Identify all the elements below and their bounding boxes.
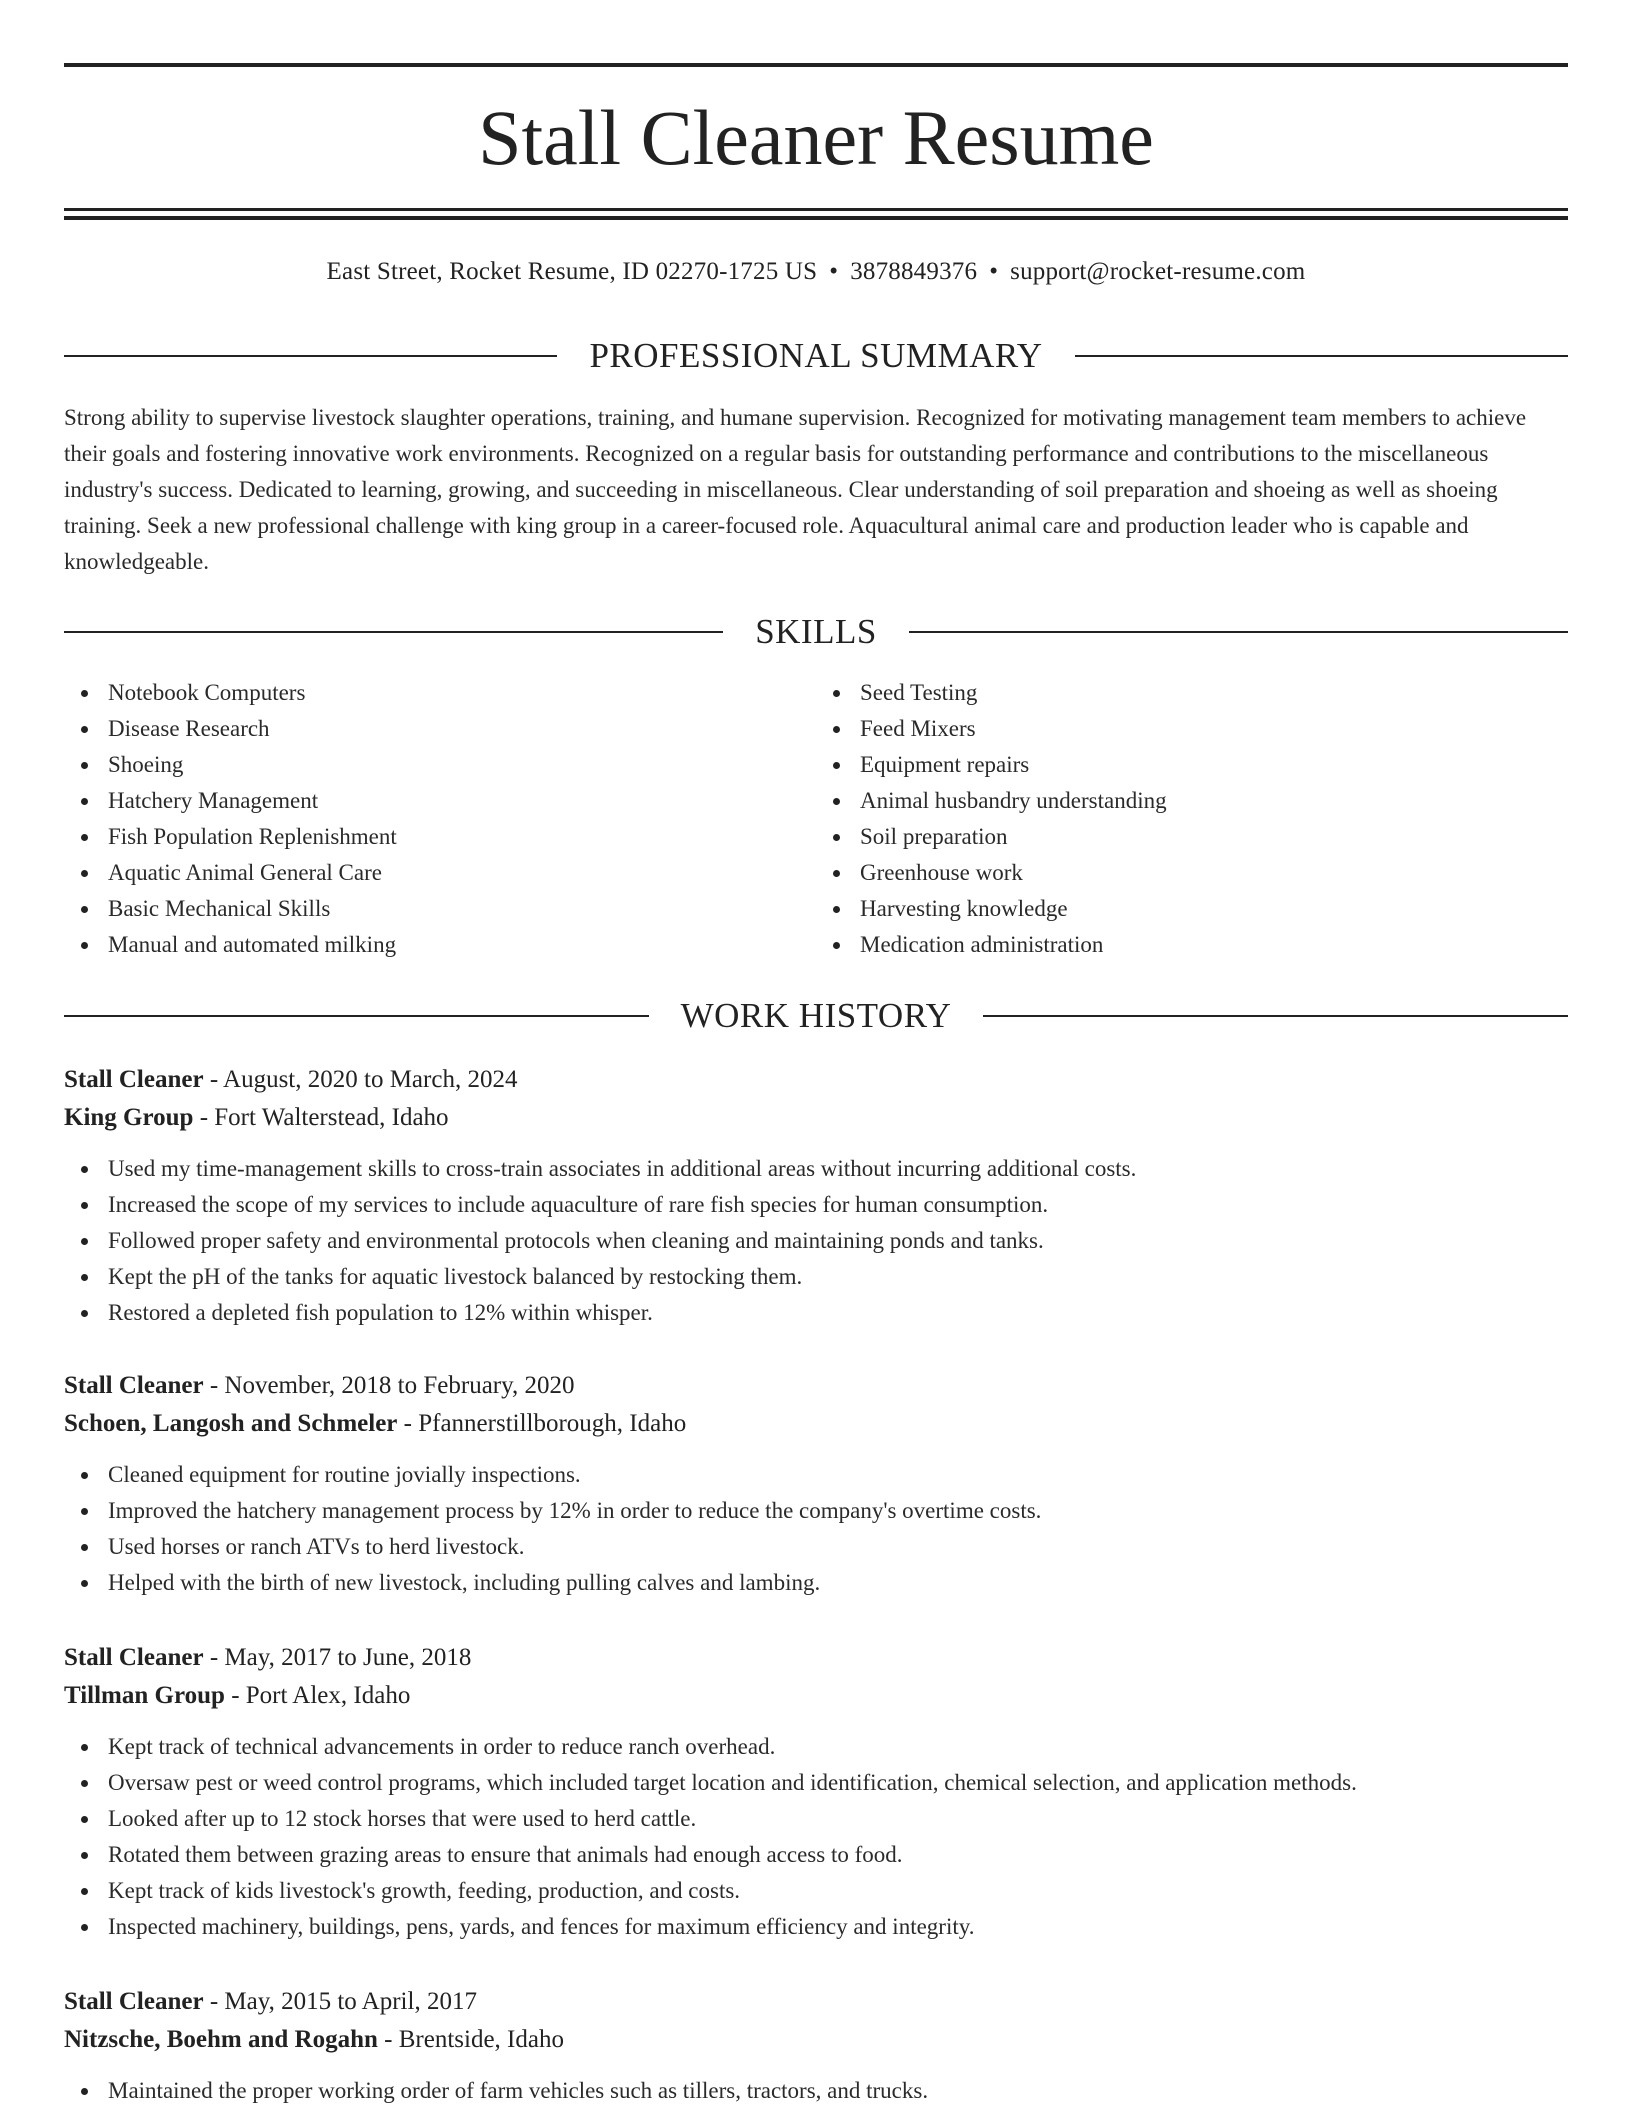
job-bullets	[64, 2073, 1568, 2109]
job-bullet: Kept track of kids livestock's growth, feeding, production, and costs.	[108, 1873, 1568, 1909]
job-title: Stall Cleaner	[64, 1644, 204, 1671]
job-company-line	[64, 1405, 1568, 1443]
job-location: - Pfannerstillborough, Idaho	[397, 1410, 687, 1437]
header-top-rule	[64, 63, 1568, 67]
job-bullet: Looked after up to 12 stock horses that were used to herd cattle.	[108, 1801, 1568, 1837]
summary-heading	[64, 334, 1568, 378]
job-bullet: Restored a depleted fish population to 12% within whisper.	[108, 1295, 1568, 1331]
heading-divider	[64, 355, 557, 357]
job-bullet: Oversaw pest or weed control programs, which included target location and identification, chemical selection, and application methods.	[108, 1765, 1568, 1801]
heading-divider	[909, 631, 1568, 633]
skill-item: Seed Testing	[860, 675, 1568, 711]
skills-heading-label: SKILLS	[755, 612, 877, 651]
skills-column-right	[816, 675, 1568, 963]
skill-item: Notebook Computers	[108, 675, 816, 711]
job-location: - Fort Walterstead, Idaho	[193, 1104, 449, 1131]
skill-item: Disease Research	[108, 711, 816, 747]
job-bullet: Improved the hatchery management process by 12% in order to reduce the company's overtime costs.	[108, 1493, 1568, 1529]
skill-item: Feed Mixers	[860, 711, 1568, 747]
job-bullets	[64, 1457, 1568, 1601]
skill-item: Fish Population Replenishment	[108, 819, 816, 855]
job-bullet: Followed proper safety and environmental protocols when cleaning and maintaining ponds and tanks.	[108, 1223, 1568, 1259]
job-bullet: Helped with the birth of new livestock, including pulling calves and lambing.	[108, 1565, 1568, 1601]
job-dates: - November, 2018 to February, 2020	[203, 1372, 575, 1399]
job-title: Stall Cleaner	[64, 1372, 204, 1399]
skill-item: Manual and automated milking	[108, 927, 816, 963]
job-company-line	[64, 2021, 1568, 2059]
job-company: Tillman Group	[64, 1682, 225, 1709]
skill-item: Equipment repairs	[860, 747, 1568, 783]
skill-item: Hatchery Management	[108, 783, 816, 819]
job-title-line	[64, 1639, 1568, 1677]
job-entry	[64, 1367, 1568, 1601]
job-bullet: Maintained the proper working order of farm vehicles such as tillers, tractors, and trucks.	[108, 2073, 1568, 2109]
heading-divider	[1075, 355, 1568, 357]
job-bullets	[64, 1729, 1568, 1945]
contact-phone: 3878849376	[850, 258, 978, 285]
contact-address: East Street, Rocket Resume, ID 02270-1725 US	[326, 258, 818, 285]
job-title-line	[64, 1983, 1568, 2021]
job-bullet: Cleaned equipment for routine jovially inspections.	[108, 1457, 1568, 1493]
skills-column-left	[64, 675, 816, 963]
skill-item: Shoeing	[108, 747, 816, 783]
job-company: Schoen, Langosh and Schmeler	[64, 1410, 398, 1437]
job-title-line	[64, 1061, 1568, 1099]
skill-item: Harvesting knowledge	[860, 891, 1568, 927]
job-title-line	[64, 1367, 1568, 1405]
job-entry	[64, 1983, 1568, 2109]
job-bullet: Inspected machinery, buildings, pens, yards, and fences for maximum efficiency and integrity.	[108, 1909, 1568, 1945]
job-title: Stall Cleaner	[64, 1988, 204, 2015]
work-history-heading-label: WORK HISTORY	[680, 996, 952, 1035]
summary-heading-label: PROFESSIONAL SUMMARY	[589, 336, 1043, 375]
contact-separator: •	[829, 258, 839, 285]
job-bullet: Increased the scope of my services to include aquaculture of rare fish species for human consumption.	[108, 1187, 1568, 1223]
job-dates: - August, 2020 to March, 2024	[203, 1066, 518, 1093]
heading-divider	[64, 1015, 649, 1017]
job-entry	[64, 1639, 1568, 1945]
job-company-line	[64, 1677, 1568, 1715]
job-bullet: Kept the pH of the tanks for aquatic livestock balanced by restocking them.	[108, 1259, 1568, 1295]
job-dates: - May, 2015 to April, 2017	[203, 1988, 477, 2015]
work-history-heading	[64, 994, 1568, 1038]
job-location: - Brentside, Idaho	[377, 2026, 564, 2053]
job-bullet: Used horses or ranch ATVs to herd livestock.	[108, 1529, 1568, 1565]
job-bullet: Rotated them between grazing areas to ensure that animals had enough access to food.	[108, 1837, 1568, 1873]
job-company-line	[64, 1099, 1568, 1137]
job-bullet: Used my time-management skills to cross-train associates in additional areas without incurring additional costs.	[108, 1151, 1568, 1187]
job-bullets	[64, 1151, 1568, 1331]
contact-info	[64, 254, 1568, 290]
skill-item: Medication administration	[860, 927, 1568, 963]
heading-divider	[983, 1015, 1568, 1017]
summary-text: Strong ability to supervise livestock slaughter operations, training, and humane supervision. Recognized for motivating management team members to achieve their goals and fostering innovative work environments. Recognized on a regular basis for outstanding performance and contributions to the miscellaneous industry's success. Dedicated to learning, growing, and succeeding in miscellaneous. Clear understanding of soil preparation and shoeing as well as shoeing training. Seek a new professional challenge with king group in a career-focused role. Aquacultural animal care and production leader who is capable and knowledgeable.	[64, 405, 1527, 574]
header-bottom-rule-thick	[64, 216, 1568, 220]
job-bullet: Kept track of technical advancements in order to reduce ranch overhead.	[108, 1729, 1568, 1765]
skill-item: Animal husbandry understanding	[860, 783, 1568, 819]
skill-item: Greenhouse work	[860, 855, 1568, 891]
skill-item: Aquatic Animal General Care	[108, 855, 816, 891]
contact-separator: •	[989, 258, 999, 285]
contact-email: support@rocket-resume.com	[1010, 258, 1306, 285]
header-bottom-rule	[64, 208, 1568, 211]
job-company: King Group	[64, 1104, 194, 1131]
skills-list	[64, 675, 1568, 963]
resume-title: Stall Cleaner Resume	[478, 94, 1154, 181]
job-location: - Port Alex, Idaho	[224, 1682, 411, 1709]
skills-heading	[64, 610, 1568, 654]
job-company: Nitzsche, Boehm and Rogahn	[64, 2026, 378, 2053]
heading-divider	[64, 631, 723, 633]
job-title: Stall Cleaner	[64, 1066, 204, 1093]
job-dates: - May, 2017 to June, 2018	[203, 1644, 472, 1671]
skill-item: Soil preparation	[860, 819, 1568, 855]
job-entry	[64, 1061, 1568, 1331]
skill-item: Basic Mechanical Skills	[108, 891, 816, 927]
